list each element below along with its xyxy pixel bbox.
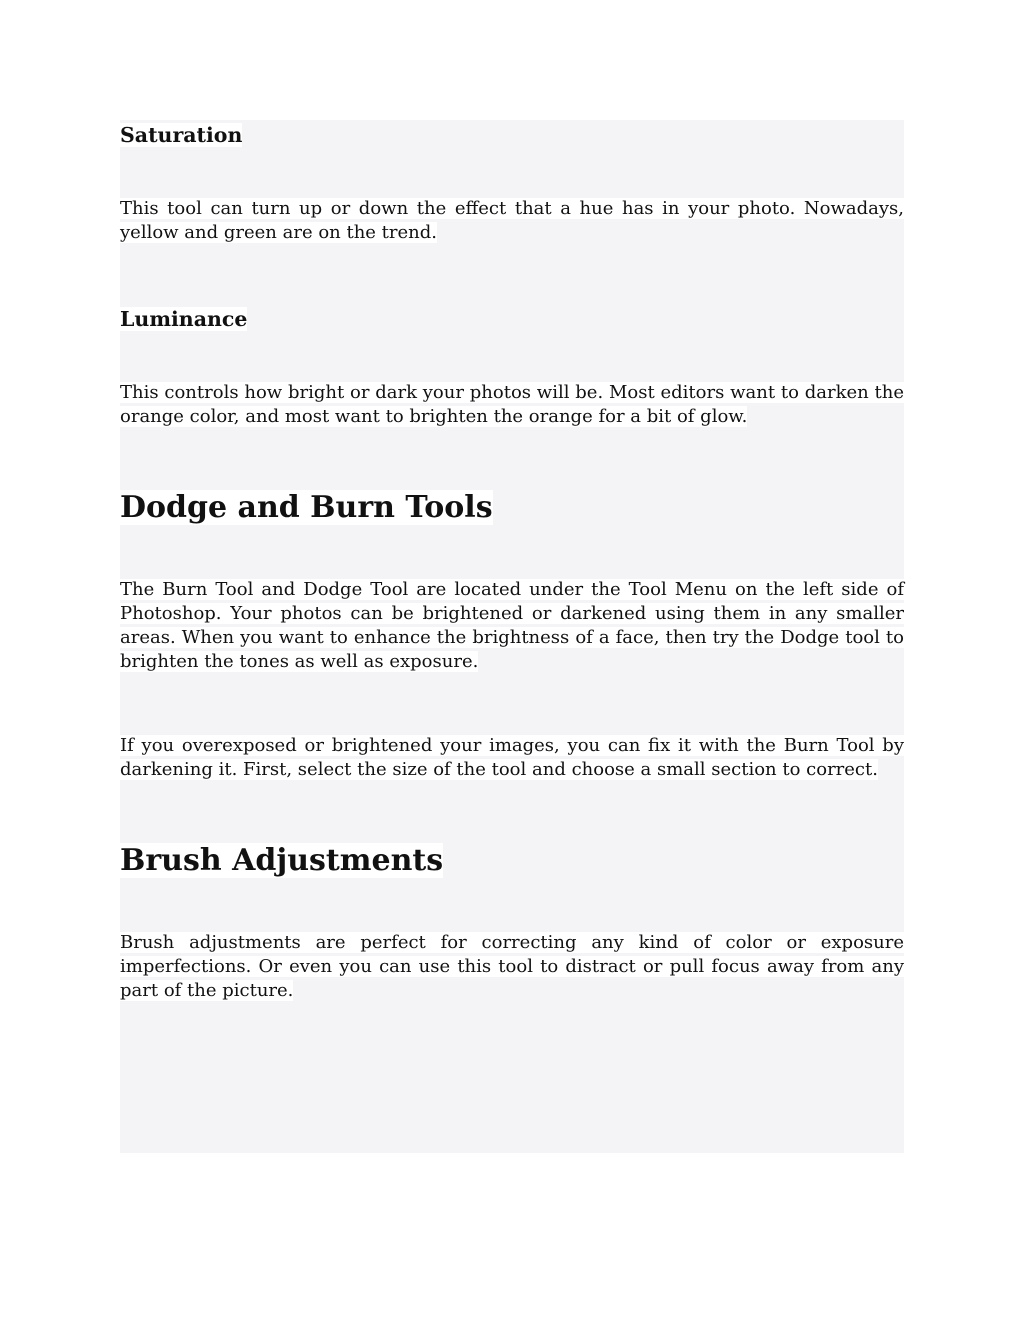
paragraph-brush-adjustments-text: Brush adjustments are perfect for correcting any kind of color or exposure imperfections. Or even you can use this tool to distract or pull focus away from any part of the picture.	[120, 932, 904, 1001]
heading-dodge-and-burn	[120, 488, 904, 528]
paragraph-dodge-burn-1-text: The Burn Tool and Dodge Tool are located under the Tool Menu on the left side of Photoshop. Your photos can be brightened or darkened using them in any smaller areas. When you want to enhance the brightness of a face, then try the Dodge tool to brighten the tones as well as exposure.	[120, 579, 904, 672]
paragraph-dodge-burn-1	[120, 578, 904, 674]
paragraph-luminance	[120, 381, 904, 429]
paragraph-luminance-text: This controls how bright or dark your photos will be. Most editors want to darken the orange color, and most want to brighten the orange for a bit of glow.	[120, 382, 904, 427]
heading-dodge-and-burn-text: Dodge and Burn Tools	[120, 490, 493, 525]
heading-brush-adjustments	[120, 841, 904, 881]
paragraph-saturation-text: This tool can turn up or down the effect that a hue has in your photo. Nowadays, yellow and green are on the trend.	[120, 198, 904, 243]
heading-saturation-text: Saturation	[120, 123, 243, 147]
heading-brush-adjustments-text: Brush Adjustments	[120, 843, 444, 878]
heading-luminance-text: Luminance	[120, 307, 248, 331]
paragraph-dodge-burn-2-text: If you overexposed or brightened your images, you can fix it with the Burn Tool by darkening it. First, select the size of the tool and choose a small section to correct.	[120, 735, 904, 780]
heading-saturation	[120, 121, 904, 149]
heading-luminance	[120, 305, 904, 333]
paragraph-brush-adjustments	[120, 931, 904, 1003]
paragraph-dodge-burn-2	[120, 734, 904, 782]
paragraph-saturation	[120, 197, 904, 245]
